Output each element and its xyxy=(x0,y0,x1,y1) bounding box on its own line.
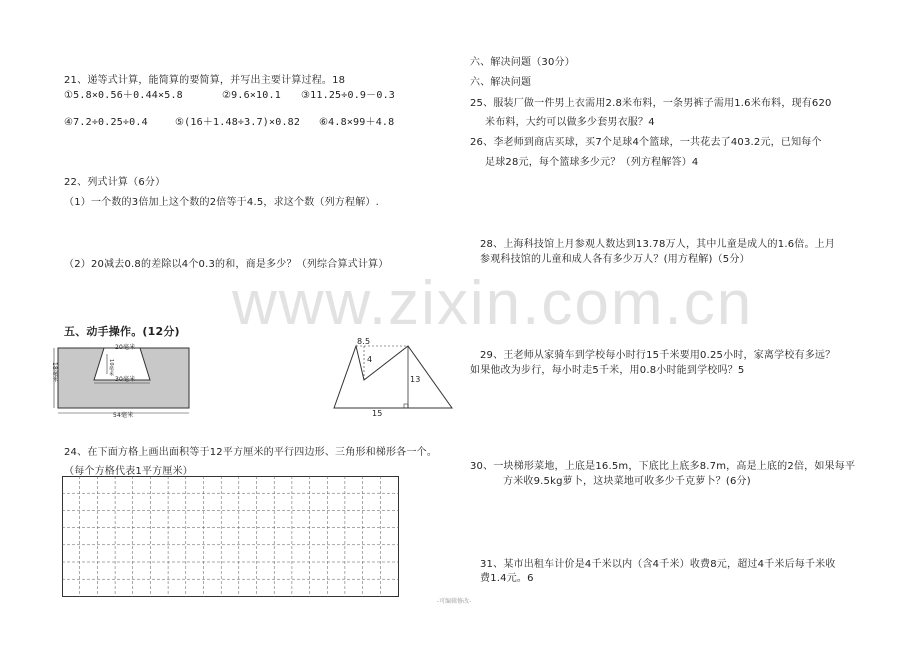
section-6-heading-repeat: 六、解决问题 xyxy=(470,77,532,88)
q28-line-2: 参观科技馆的儿童和成人各有多少万人？(用方程解)（5分） xyxy=(480,254,750,265)
fig1-mid-label: 30毫米 xyxy=(115,376,136,383)
fig1-bottom-label: 54毫米 xyxy=(113,412,134,419)
q21-expr-6: ⑥4.8×99＋4.8 xyxy=(319,117,395,128)
q29-line-2: 如果他改为步行，每小时走5千米，用0.8小时能到学校吗？5 xyxy=(470,365,745,376)
q31-line-1: 31、某市出租车计价是4千米以内（含4千米）收费8元，超过4千米后每千米收 xyxy=(480,559,836,570)
q21-expr-2: ②9.6×10.1 xyxy=(222,90,281,101)
q29-line-1: 29、王老师从家骑车到学校每小时行15千米要用0.25小时，家离学校有多远？ xyxy=(480,350,836,361)
fig2-top-label: 8.5 xyxy=(357,337,371,346)
q21-title: 21、递等式计算，能简算的要简算，并写出主要计算过程。18 xyxy=(64,75,346,86)
q26-line-1: 26、李老师到商店买球，买7个足球4个篮球，一共花去了403.2元，已知每个 xyxy=(470,137,822,148)
fig1-top-label: 20毫米 xyxy=(115,344,136,351)
drawing-grid[interactable] xyxy=(62,476,402,598)
q22-part-2: （2）20减去0.8的差除以4个0.3的和，商是多少？（列综合算式计算） xyxy=(64,259,389,270)
q28-line-1: 28、上海科技馆上月参观人数达到13.78万人，其中儿童是成人的1.6倍。上月 xyxy=(480,239,836,250)
fig2-right-label: 13 xyxy=(410,375,421,384)
figure-composite-shape xyxy=(330,338,460,420)
q22-part-1: （1）一个数的3倍加上这个数的2倍等于4.5，求这个数（列方程解）. xyxy=(64,197,379,208)
q21-expr-3: ③11.25÷0.9－0.3 xyxy=(301,90,396,101)
watermark: www.zixin.com.cn xyxy=(232,269,754,338)
footer-note: -可编辑修改- xyxy=(437,598,472,605)
q21-expr-5: ⑤(16＋1.48÷3.7)×0.82 xyxy=(175,117,301,128)
q24-note: （每个方格代表1平方厘米） xyxy=(64,466,193,477)
fig2-bottom-label: 15 xyxy=(372,409,383,418)
q25-line-2: 米布料，大约可以做多少套男衣服？4 xyxy=(485,117,655,128)
section-6-heading: 六、解决问题（30分） xyxy=(470,57,575,68)
q24-text: 24、在下面方格上画出面积等于12平方厘米的平行四边形、三角形和梯形各一个。 xyxy=(64,447,438,458)
fig1-height-label: 18毫米 xyxy=(51,362,58,383)
q30-line-1: 30、一块梯形菜地，上底是16.5m，下底比上底多8.7m，高是上底的2倍，如果每平 xyxy=(470,461,856,472)
q31-line-2: 费1.4元。6 xyxy=(480,573,534,584)
q30-line-2: 方米收9.5kg萝卜，这块菜地可收多少千克萝卜？(6分) xyxy=(503,476,751,487)
fig2-inner-label: 4 xyxy=(367,355,373,364)
q21-expr-1: ①5.8×0.56＋0.44×5.8 xyxy=(64,90,183,101)
q21-expr-4: ④7.2÷0.25÷0.4 xyxy=(64,117,148,128)
q25-line-1: 25、服装厂做一件男上衣需用2.8米布料，一条男裤子需用1.6米布料，现有620 xyxy=(470,98,832,109)
q22-title: 22、列式计算（6分） xyxy=(64,177,166,188)
q26-line-2: 足球28元，每个篮球多少元？（列方程解答）4 xyxy=(485,157,699,168)
section-5-heading: 五、动手操作。(12分) xyxy=(64,325,180,338)
fig1-side-label: 10毫米 xyxy=(108,359,114,377)
